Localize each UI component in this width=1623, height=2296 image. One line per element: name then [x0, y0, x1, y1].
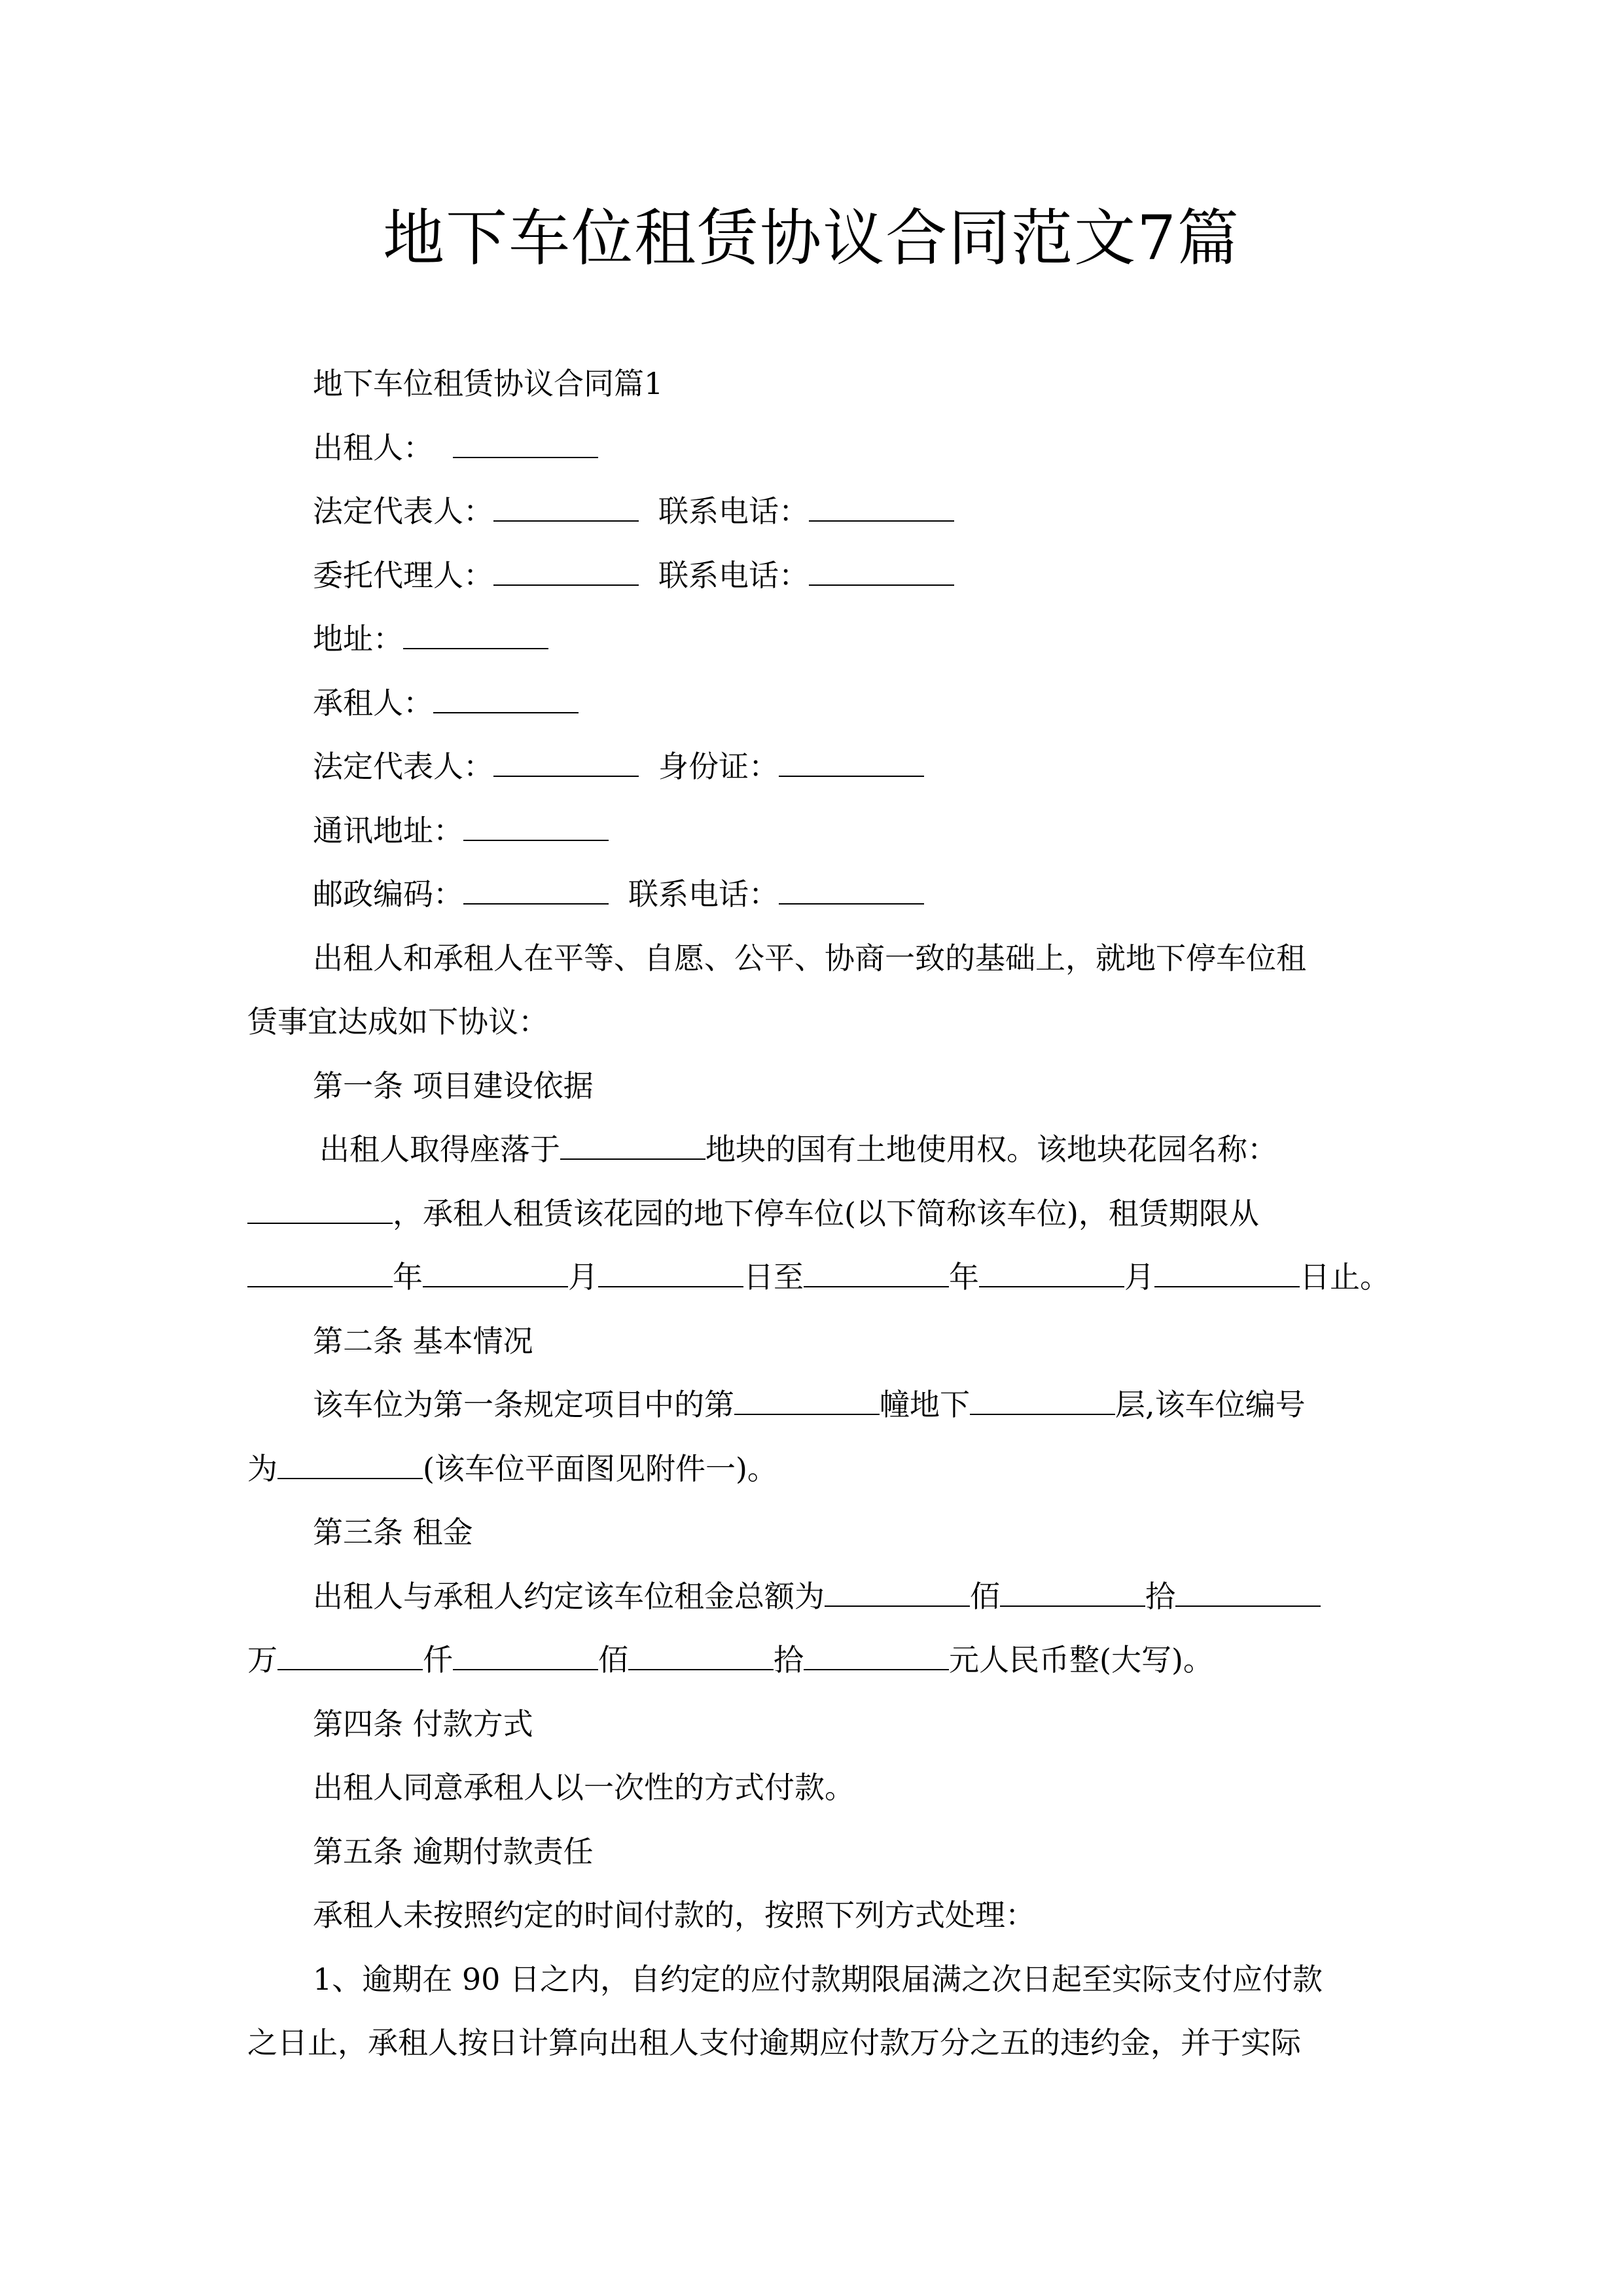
- plot-location-blank[interactable]: [560, 1132, 705, 1160]
- postcode-row: [247, 863, 1387, 927]
- start-year-blank[interactable]: [247, 1260, 393, 1287]
- lessor-row: [247, 416, 1387, 480]
- mail-address-row: [247, 799, 1387, 863]
- phone-label: 联系电话：: [658, 493, 809, 529]
- article1-line-2: [247, 1182, 1387, 1246]
- building-blank[interactable]: [734, 1388, 880, 1415]
- article3-heading: 第三条 租金: [313, 1515, 473, 1550]
- rent-blank-1[interactable]: [825, 1579, 970, 1607]
- lessee-legal-rep-row: [247, 735, 1387, 799]
- postcode-label: 邮政编码：: [313, 876, 463, 912]
- article4-body: 出租人同意承租人以一次性的方式付款。: [313, 1770, 855, 1805]
- rent-blank-2[interactable]: [1000, 1579, 1145, 1607]
- article2-text: 幢地下: [880, 1387, 970, 1422]
- article4-heading: 第四条 付款方式: [313, 1706, 533, 1742]
- currency-unit: 拾: [1145, 1578, 1175, 1614]
- article1-heading: 第一条 项目建设依据: [313, 1067, 594, 1103]
- lessee-blank[interactable]: [433, 686, 579, 713]
- address-row: [247, 607, 1387, 672]
- lessee-label: 承租人：: [313, 685, 433, 721]
- space-number-blank[interactable]: [277, 1452, 423, 1479]
- legal-rep-label: 法定代表人：: [313, 493, 493, 529]
- article3-text: 出租人与承租人约定该车位租金总额为: [313, 1578, 825, 1614]
- rent-blank-4[interactable]: [277, 1643, 423, 1670]
- article2-text: 层,该车位编号: [1115, 1387, 1306, 1422]
- article5-heading: 第五条 逾期付款责任: [313, 1833, 594, 1869]
- address-blank[interactable]: [403, 622, 548, 649]
- agent-row: [247, 544, 1387, 608]
- article1-text: 出租人取得座落于: [319, 1132, 560, 1167]
- rent-blank-7[interactable]: [804, 1643, 949, 1670]
- id-blank[interactable]: [779, 749, 924, 777]
- intro-line-2: 赁事宜达成如下协议：: [247, 1004, 548, 1039]
- lessee-phone-blank[interactable]: [779, 877, 924, 905]
- garden-name-blank[interactable]: [247, 1196, 393, 1224]
- currency-unit: 万: [247, 1642, 277, 1677]
- section-heading: 地下车位租赁协议合同篇1: [313, 366, 664, 401]
- article2-heading: 第二条 基本情况: [313, 1323, 533, 1359]
- article1-line-1: [247, 1118, 1387, 1182]
- article3-line-1: [247, 1565, 1387, 1629]
- address-label: 地址：: [313, 621, 403, 656]
- lessee-legal-rep-label: 法定代表人：: [313, 749, 493, 784]
- currency-unit: 拾: [774, 1642, 804, 1677]
- mail-address-blank[interactable]: [463, 814, 609, 841]
- article5-item1-line-2: 之日止，承租人按日计算向出租人支付逾期应付款万分之五的违约金，并于实际: [247, 2025, 1301, 2060]
- legal-rep-blank[interactable]: [493, 494, 639, 522]
- id-label: 身份证：: [658, 749, 779, 784]
- agent-blank[interactable]: [493, 558, 639, 586]
- lessor-blank[interactable]: [453, 431, 598, 458]
- date-unit: 月: [568, 1259, 598, 1295]
- date-unit: 年: [949, 1259, 979, 1295]
- intro-line-1: 出租人和承租人在平等、自愿、公平、协商一致的基础上，就地下停车位租: [313, 940, 1306, 976]
- document-body: [247, 352, 1390, 2075]
- agent-phone-label: 联系电话：: [658, 557, 809, 593]
- agent-phone-blank[interactable]: [809, 558, 954, 586]
- article5-body: 承租人未按照约定的时间付款的，按照下列方式处理：: [313, 1897, 1035, 1933]
- rent-blank-6[interactable]: [628, 1643, 774, 1670]
- article3-line-2: [247, 1628, 1387, 1693]
- agent-label: 委托代理人：: [313, 557, 493, 593]
- document-title: 地下车位租赁协议合同范文7篇: [383, 203, 1240, 274]
- rent-blank-3[interactable]: [1175, 1579, 1321, 1607]
- date-unit: 日至: [743, 1259, 804, 1295]
- article2-text: 该车位为第一条规定项目中的第: [313, 1387, 734, 1422]
- lessee-phone-label: 联系电话：: [628, 876, 779, 912]
- lessee-legal-rep-blank[interactable]: [493, 749, 639, 777]
- end-year-blank[interactable]: [804, 1260, 949, 1287]
- article2-text: 为: [247, 1450, 277, 1486]
- article1-text: ，承租人租赁该花园的地下停车位(以下简称该车位)，租赁期限从: [393, 1195, 1259, 1231]
- date-unit: 年: [393, 1259, 423, 1295]
- article1-text: 地块的国有土地使用权。该地块花园名称：: [705, 1132, 1277, 1167]
- currency-unit: 佰: [598, 1642, 628, 1677]
- article1-line-3: [247, 1246, 1390, 1310]
- end-month-blank[interactable]: [979, 1260, 1124, 1287]
- postcode-blank[interactable]: [463, 877, 609, 905]
- start-day-blank[interactable]: [598, 1260, 743, 1287]
- rent-blank-5[interactable]: [453, 1643, 598, 1670]
- currency-unit: 仟: [423, 1642, 453, 1677]
- lessor-legal-rep-row: [247, 480, 1387, 544]
- article5-item1-line-1: 1、逾期在 90 日之内，自约定的应付款期限届满之次日起至实际支付应付款: [313, 1961, 1323, 1997]
- mail-address-label: 通讯地址：: [313, 812, 463, 848]
- date-unit: 月: [1124, 1259, 1154, 1295]
- floor-blank[interactable]: [970, 1388, 1115, 1415]
- lessee-row: [247, 672, 1387, 736]
- start-month-blank[interactable]: [423, 1260, 568, 1287]
- article2-text: (该车位平面图见附件一)。: [423, 1450, 777, 1486]
- currency-unit: 元人民币整(大写)。: [949, 1642, 1213, 1677]
- currency-unit: 佰: [970, 1578, 1000, 1614]
- lessor-label: 出租人：: [313, 429, 433, 465]
- end-day-blank[interactable]: [1154, 1260, 1300, 1287]
- phone-blank[interactable]: [809, 494, 954, 522]
- date-unit: 日止。: [1300, 1259, 1390, 1295]
- article2-line-2: [247, 1437, 1387, 1501]
- article2-line-1: [247, 1373, 1387, 1437]
